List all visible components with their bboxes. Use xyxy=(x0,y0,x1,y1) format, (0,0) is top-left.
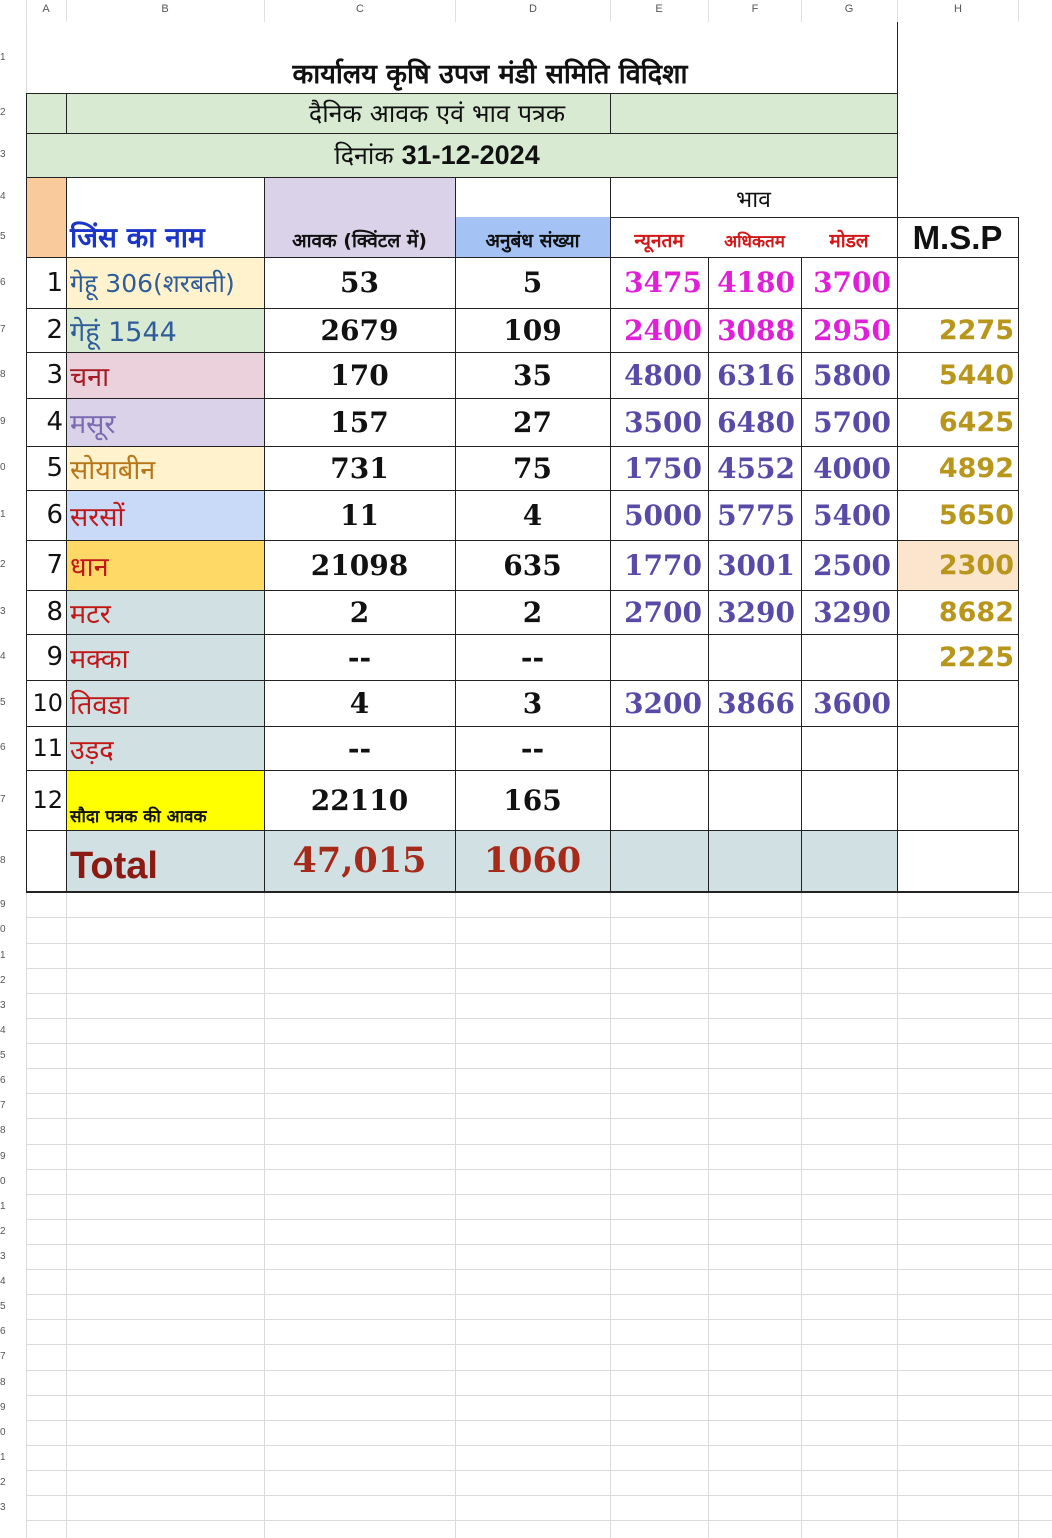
commodity-name: धान xyxy=(70,551,109,583)
grid-line xyxy=(26,1470,1052,1471)
grid-line xyxy=(26,1169,1052,1170)
commodity-name: मसूर xyxy=(70,408,116,440)
cell-border xyxy=(66,93,67,133)
cell-border xyxy=(26,308,1019,309)
cell-border xyxy=(264,177,265,891)
row-header[interactable]: 7 xyxy=(0,1351,6,1362)
max-price-value: 3866 xyxy=(717,686,795,720)
column-header-divider xyxy=(66,0,67,22)
row-header[interactable]: 3 xyxy=(0,606,6,617)
modal-price-value: 4000 xyxy=(813,451,891,485)
row-header[interactable]: 9 xyxy=(0,1402,6,1413)
grid-line xyxy=(26,917,1052,918)
row-header[interactable]: 5 xyxy=(0,697,6,708)
max-price-value: 4180 xyxy=(717,266,795,299)
msp-value: 2225 xyxy=(938,641,1014,673)
column-header-e[interactable]: E xyxy=(655,3,663,15)
row-header[interactable]: 2 xyxy=(0,975,6,986)
cell-border xyxy=(26,352,1019,353)
row-header[interactable]: 4 xyxy=(0,191,6,202)
arrival-value: 170 xyxy=(330,358,389,392)
cell-border xyxy=(26,133,897,134)
column-header-divider xyxy=(801,0,802,22)
column-header-divider xyxy=(1018,0,1019,22)
commodity-name: सरसों xyxy=(70,501,125,533)
row-header[interactable]: 6 xyxy=(0,742,6,753)
row-header[interactable]: 7 xyxy=(0,794,6,805)
commodity-name: गेहूं 1544 xyxy=(70,316,177,348)
grid-line xyxy=(26,993,1052,994)
arrival-value: 731 xyxy=(330,451,389,485)
contracts-value: 165 xyxy=(503,783,562,817)
modal-price-value: 5700 xyxy=(813,405,891,439)
row-header[interactable]: 3 xyxy=(0,149,6,160)
column-header-c[interactable]: C xyxy=(356,3,364,15)
report-date xyxy=(264,133,610,177)
header-msp: M.S.P xyxy=(912,219,1003,256)
serial-number: 11 xyxy=(32,734,63,762)
min-price-value: 3500 xyxy=(624,405,702,439)
arrival-value: 53 xyxy=(340,266,379,299)
row-header[interactable]: 1 xyxy=(0,509,6,520)
grid-line xyxy=(26,1194,1052,1195)
grid-line xyxy=(26,1319,1052,1320)
grid-line xyxy=(26,1093,1052,1094)
row-header[interactable]: 1 xyxy=(0,1452,6,1463)
row-header[interactable]: 1 xyxy=(0,52,6,63)
contracts-value: 5 xyxy=(522,266,543,299)
max-price-value: 6480 xyxy=(717,405,795,439)
cell-border xyxy=(26,680,1019,681)
cell-border xyxy=(26,590,1019,591)
max-price-value: 5775 xyxy=(717,498,795,532)
grid-line xyxy=(66,892,67,1538)
min-price-value: 4800 xyxy=(624,358,702,392)
grid-line xyxy=(26,1118,1052,1119)
total-label: Total xyxy=(70,844,158,887)
arrival-value: 4 xyxy=(349,686,370,720)
arrival-value: 157 xyxy=(330,405,389,439)
grid-line xyxy=(26,1244,1052,1245)
date-value: 31-12-2024 xyxy=(401,139,540,170)
row-header[interactable]: 0 xyxy=(0,462,6,473)
contracts-value: 3 xyxy=(522,686,543,720)
row-header[interactable]: 3 xyxy=(0,1251,6,1262)
serial-number: 2 xyxy=(46,315,63,345)
row-header[interactable]: 5 xyxy=(0,231,6,242)
cell-border xyxy=(26,446,1019,447)
arrival-value: 11 xyxy=(340,498,379,532)
row-header[interactable]: 6 xyxy=(0,1326,6,1337)
row-header[interactable]: 3 xyxy=(0,1502,6,1513)
serial-number: 6 xyxy=(46,500,63,530)
cell-border xyxy=(1018,217,1019,891)
arrival-value: 22110 xyxy=(310,783,409,817)
modal-price-value: 3290 xyxy=(813,595,891,629)
grid-line xyxy=(26,1445,1052,1446)
row-header[interactable]: 8 xyxy=(0,1125,6,1136)
cell-border xyxy=(66,217,67,257)
grid-line xyxy=(897,892,898,1538)
column-header-divider xyxy=(708,0,709,22)
commodity-name: सौदा पत्रक की आवक xyxy=(70,806,207,827)
modal-price-value xyxy=(801,634,897,680)
max-price-value: 4552 xyxy=(717,451,795,485)
row-header[interactable]: 2 xyxy=(0,1477,6,1488)
commodity-name: सोयाबीन xyxy=(70,454,156,486)
row-header[interactable]: 8 xyxy=(0,369,6,380)
grid-line xyxy=(264,892,265,1538)
serial-number: 4 xyxy=(46,407,63,437)
msp-value: 2300 xyxy=(938,549,1014,581)
grid-line xyxy=(801,892,802,1538)
modal-price-value: 2500 xyxy=(813,548,891,582)
msp-value xyxy=(897,726,1018,770)
msp-value: 4892 xyxy=(938,452,1014,484)
min-price-value: 2400 xyxy=(624,313,702,347)
arrival-value: 2679 xyxy=(320,313,399,347)
column-header-f[interactable]: F xyxy=(751,3,759,15)
row-header[interactable]: 8 xyxy=(0,855,6,866)
row-header[interactable]: 0 xyxy=(0,1427,6,1438)
grid-line xyxy=(26,1269,1052,1270)
modal-price-value: 2950 xyxy=(813,313,891,347)
report-title: कार्यालय कृषि उपज मंडी समिति विदिशा xyxy=(292,58,688,90)
cell-border xyxy=(26,891,1019,893)
contracts-value: -- xyxy=(520,640,545,674)
msp-value: 8682 xyxy=(938,596,1014,628)
row-header[interactable]: 4 xyxy=(0,651,6,662)
row-header[interactable]: 0 xyxy=(0,1176,6,1187)
row-header-bar xyxy=(0,22,26,1538)
date-label: दिनांक xyxy=(334,141,394,170)
cell-border xyxy=(610,93,611,133)
row-header[interactable]: 3 xyxy=(0,1000,6,1011)
msp-value xyxy=(897,770,1018,830)
grid-line xyxy=(26,1043,1052,1044)
column-header-divider xyxy=(455,0,456,22)
cell-border xyxy=(26,398,1019,399)
contracts-value: 27 xyxy=(513,405,552,439)
max-price-value: 3088 xyxy=(717,313,795,347)
cell-border xyxy=(26,540,1019,541)
min-price-value: 1770 xyxy=(624,548,702,582)
cell-border xyxy=(66,177,67,891)
row-header[interactable]: 8 xyxy=(0,1377,6,1388)
header-modal-price: मोडल xyxy=(829,230,869,252)
max-price-value xyxy=(708,770,801,830)
commodity-name: मटर xyxy=(70,598,111,630)
grid-line xyxy=(26,968,1052,969)
grid-line xyxy=(26,943,1052,944)
row-header[interactable]: 2 xyxy=(0,107,6,118)
cell-border xyxy=(26,490,1019,491)
min-price-value xyxy=(610,770,708,830)
report-subtitle: दैनिक आवक एवं भाव पत्रक xyxy=(308,99,566,128)
cell-border xyxy=(26,726,1019,727)
contracts-value: 35 xyxy=(513,358,552,392)
max-price-value xyxy=(708,634,801,680)
column-header-d[interactable]: D xyxy=(529,3,537,15)
msp-value xyxy=(897,680,1018,726)
msp-value: 2275 xyxy=(938,314,1014,346)
cell-border xyxy=(26,93,27,891)
grid-line xyxy=(26,1370,1052,1371)
row-header[interactable]: 2 xyxy=(0,1226,6,1237)
row-header[interactable]: 2 xyxy=(0,559,6,570)
modal-price-value: 5400 xyxy=(813,498,891,532)
column-header-divider xyxy=(897,0,898,22)
cell-border xyxy=(610,217,1018,218)
cell-border xyxy=(26,177,897,178)
row-header[interactable]: 4 xyxy=(0,1276,6,1287)
cell-border xyxy=(26,634,1019,635)
grid-line xyxy=(26,1395,1052,1396)
column-header-g[interactable]: G xyxy=(844,3,854,15)
grid-line xyxy=(26,1144,1052,1145)
min-price-value: 3475 xyxy=(624,266,702,299)
header-fill xyxy=(26,177,66,257)
grid-line xyxy=(26,1344,1052,1345)
column-header-bar xyxy=(0,0,1052,22)
modal-price-value xyxy=(801,726,897,770)
header-price-group: भाव xyxy=(736,187,771,213)
serial-number: 7 xyxy=(46,550,63,580)
arrival-value: -- xyxy=(347,640,372,674)
column-header-b[interactable]: B xyxy=(161,3,169,15)
row-header[interactable]: 1 xyxy=(0,950,6,961)
serial-number: 10 xyxy=(32,689,63,717)
max-price-value: 3290 xyxy=(717,595,795,629)
contracts-value: 4 xyxy=(522,498,543,532)
row-header[interactable]: 9 xyxy=(0,416,6,427)
cell-border xyxy=(455,177,456,891)
grid-line xyxy=(26,1018,1052,1019)
row-header[interactable]: 0 xyxy=(0,924,6,935)
cell-border xyxy=(610,177,611,891)
row-header[interactable]: 5 xyxy=(0,1301,6,1312)
column-header-h[interactable]: H xyxy=(954,3,962,15)
grid-line xyxy=(455,892,456,1538)
min-price-value: 3200 xyxy=(624,686,702,720)
row-header[interactable]: 9 xyxy=(0,1151,6,1162)
grid-line xyxy=(26,1420,1052,1421)
header-min-price: न्यूनतम xyxy=(634,230,684,252)
column-header-divider xyxy=(610,0,611,22)
grid-line xyxy=(610,892,611,1538)
grid-line xyxy=(26,1495,1052,1496)
commodity-name: उड़द xyxy=(70,734,114,766)
contracts-value: 75 xyxy=(513,451,552,485)
min-price-value: 2700 xyxy=(624,595,702,629)
serial-number: 9 xyxy=(46,642,63,672)
serial-number: 5 xyxy=(46,453,63,483)
max-price-value xyxy=(708,726,801,770)
min-price-value xyxy=(610,726,708,770)
arrival-value: -- xyxy=(347,731,372,765)
cell-border xyxy=(26,257,1019,258)
msp-value xyxy=(897,257,1018,308)
row-header[interactable]: 5 xyxy=(0,1050,6,1061)
grid-line xyxy=(1018,892,1019,1538)
grid-line xyxy=(26,1520,1052,1521)
msp-value: 5650 xyxy=(938,499,1014,531)
cell-border xyxy=(897,217,898,891)
serial-number: 12 xyxy=(32,786,63,814)
max-price-value: 3001 xyxy=(717,548,795,582)
grid-line xyxy=(26,1294,1052,1295)
header-commodity-name: जिंस का नाम xyxy=(70,221,205,254)
cell-border xyxy=(26,770,1019,771)
column-header-a[interactable]: A xyxy=(42,3,50,15)
modal-price-value xyxy=(801,770,897,830)
row-header[interactable]: 7 xyxy=(0,324,6,335)
cell-border xyxy=(26,93,897,94)
commodity-name: गेहू 306(शरबती) xyxy=(70,268,235,298)
grid-line xyxy=(708,892,709,1538)
serial-number: 3 xyxy=(46,360,63,390)
max-price-value: 6316 xyxy=(717,358,795,392)
grid-line xyxy=(26,1068,1052,1069)
contracts-value: 635 xyxy=(503,548,562,582)
column-header-divider xyxy=(26,0,27,22)
arrival-value: 21098 xyxy=(310,548,409,582)
contracts-value: 2 xyxy=(522,595,543,629)
min-price-value xyxy=(610,634,708,680)
row-header[interactable]: 6 xyxy=(0,1075,6,1086)
row-header[interactable]: 1 xyxy=(0,1201,6,1212)
serial-number: 8 xyxy=(46,597,63,627)
msp-value: 6425 xyxy=(938,406,1014,438)
modal-price-value: 3600 xyxy=(813,686,891,720)
commodity-name: मक्का xyxy=(70,643,129,675)
header-arrival: आवक (क्विंटल में) xyxy=(292,230,427,252)
row-header[interactable]: 7 xyxy=(0,1100,6,1111)
cell-border xyxy=(897,22,898,217)
min-price-value: 1750 xyxy=(624,451,702,485)
row-header[interactable]: 4 xyxy=(0,1025,6,1036)
total-contracts: 1060 xyxy=(483,840,582,881)
contracts-value: -- xyxy=(520,731,545,765)
grid-line xyxy=(26,1219,1052,1220)
msp-value: 5440 xyxy=(938,359,1014,391)
min-price-value: 5000 xyxy=(624,498,702,532)
commodity-name: चना xyxy=(70,361,110,393)
total-arrival: 47,015 xyxy=(292,840,427,881)
serial-number: 1 xyxy=(46,267,63,298)
column-header-divider xyxy=(264,0,265,22)
contracts-value: 109 xyxy=(503,313,562,347)
header-max-price: अधिकतम xyxy=(724,231,785,252)
row-header[interactable]: 9 xyxy=(0,899,6,910)
commodity-name: तिवडा xyxy=(70,689,129,721)
modal-price-value: 3700 xyxy=(813,266,891,299)
header-contracts: अनुबंध संख्या xyxy=(485,230,580,252)
modal-price-value: 5800 xyxy=(813,358,891,392)
arrival-value: 2 xyxy=(349,595,370,629)
cell-border xyxy=(26,830,1019,831)
row-header[interactable]: 6 xyxy=(0,277,6,288)
